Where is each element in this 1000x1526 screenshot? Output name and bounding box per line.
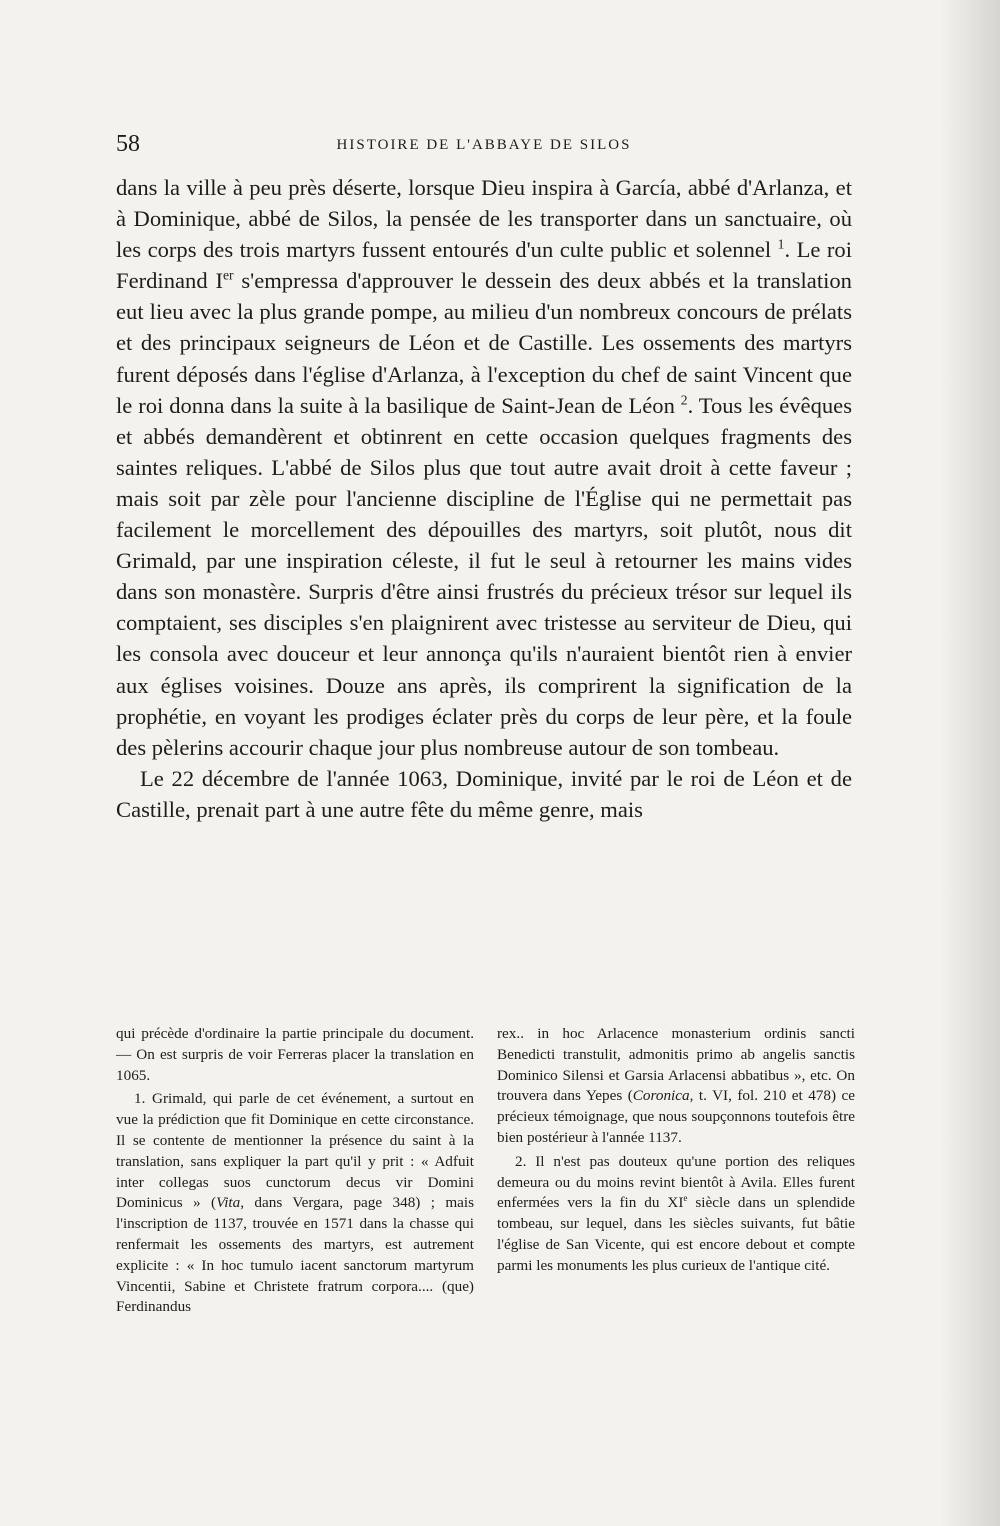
page-edge-shadow	[940, 0, 1000, 1526]
footnote-ref-1: 1	[777, 236, 785, 252]
paragraph-1-text-a: dans la ville à peu près déserte, lorsque Dieu inspira à García, abbé d'Arlanza, et à Dominique, abbé de Silos, la pensée de les transporter dans un sanctuaire, où les corps des trois martyrs fussent entourés d'un culte public et solennel	[116, 175, 852, 263]
footnote-1-vita: Vita	[216, 1194, 241, 1212]
footnote-1-cont-text-a: rex.. in hoc Arlacence monasterium ordinis sancti Benedicti transtulit, admonitis primo ab angelis sanctis Dominico Silensi et Garsia Arlacensi abbatibus », etc. On trouvera dans Yepes (	[497, 1025, 855, 1105]
footnote-1	[116, 1089, 474, 1318]
century-superscript: e	[683, 1193, 688, 1204]
footnote-continuation: qui précède d'ordinaire la partie principale du document. — On est surpris de voir Ferreras placer la translation en 1065.	[116, 1025, 474, 1084]
paragraph-2: Le 22 décembre de l'année 1063, Dominique, invité par le roi de Léon et de Castille, prenait part à une autre fête du même genre, mais	[116, 765, 852, 822]
footnote-1-cont-text-b: , t. VI, fol. 210 et 478) ce précieux témoignage, que nous soupçonnons toutefois être bien postérieur à l'année 1137.	[497, 1087, 855, 1146]
paragraph-1-text-b: . Le roi Ferdinand I	[116, 237, 852, 294]
ordinal-superscript: er	[222, 267, 234, 283]
footnote-ref-2: 2	[680, 392, 688, 408]
page-number: 58	[116, 131, 140, 157]
footnotes-left-column	[116, 1024, 474, 1414]
main-text	[116, 172, 852, 825]
paragraph-1-text-d: . Tous les évêques et abbés demandèrent et obtinrent en cette occasion quelques fragments des saintes reliques. L'abbé de Silos plus que tout autre avait droit à cette faveur ; mais soit par zèle pour l'ancienne discipline de l'Église qui ne permettait pas facilement le morcellement des dépouilles des martyrs, soit plutôt, nous dit Grimald, par une inspiration céleste, il fut le seul à retourner les mains vides dans son monastère. Surpris d'être ainsi frustrés du précieux trésor sur lequel ils comptaient, ses disciples s'en plaignirent avec tristesse au serviteur de Dieu, qui les consola avec douceur et leur annonça qu'ils n'auraient bientôt rien à envier aux églises voisines. Douze ans après, ils comprirent la signification de la prophétie, en voyant les prodiges éclater près du corps de leur père, et la foule des pèlerins accourir chaque jour plus nombreuse autour de son tombeau.	[116, 392, 852, 760]
footnote-2-text-b: siècle dans un splendide tombeau, sur lequel, dans les siècles suivants, fut bâtie l'église de San Vicente, qui est encore debout et compte parmi les monuments les plus curieux de l'antique cité.	[497, 1194, 855, 1274]
paragraph-1	[116, 172, 852, 763]
paragraph-1-text-c: s'empressa d'approuver le dessein des deux abbés et la translation eut lieu avec la plus grande pompe, au milieu d'un nombreux concours de prélats et des principaux seigneurs de Léon et de Castille. Les ossements des martyrs furent déposés dans l'église d'Arlanza, à l'exception du chef de saint Vincent que le roi donna dans la suite à la basilique de Saint-Jean de Léon	[116, 268, 852, 418]
footnote-1-text-a: 1. Grimald, qui parle de cet événement, a surtout en vue la prédiction que fit Dominique en cette circonstance. Il se contente de mentionner la présence du saint à la translation, sans expliquer la part qu'il y prit : « Adfuit inter collegas suos cunctorum decus vir Domini Dominicus » (	[116, 1090, 474, 1212]
footnote-1-text-b: , dans Vergara, page 348) ; mais l'inscription de 1137, trouvée en 1571 dans la chasse qui renfermait les ossements des martyrs, est autrement explicite : « In hoc tumulo iacent sanctorum martyrum Vincentii, Sabine et Christete fratrum corpora.... (que) Ferdinandus	[116, 1194, 474, 1316]
running-title: HISTOIRE DE L'ABBAYE DE SILOS	[336, 137, 632, 153]
footnote-2-text-a: 2. Il n'est pas douteux qu'une portion des reliques demeura ou du moins revint bientôt à Avila. Elles furent enfermées vers la fin du XI	[497, 1152, 855, 1212]
footnote-1-continuation	[497, 1024, 855, 1149]
footnote-2	[497, 1152, 855, 1277]
footnotes-right-column	[497, 1024, 855, 1414]
footnote-1-coronica: Coronica	[632, 1087, 690, 1105]
page-header	[116, 131, 852, 157]
